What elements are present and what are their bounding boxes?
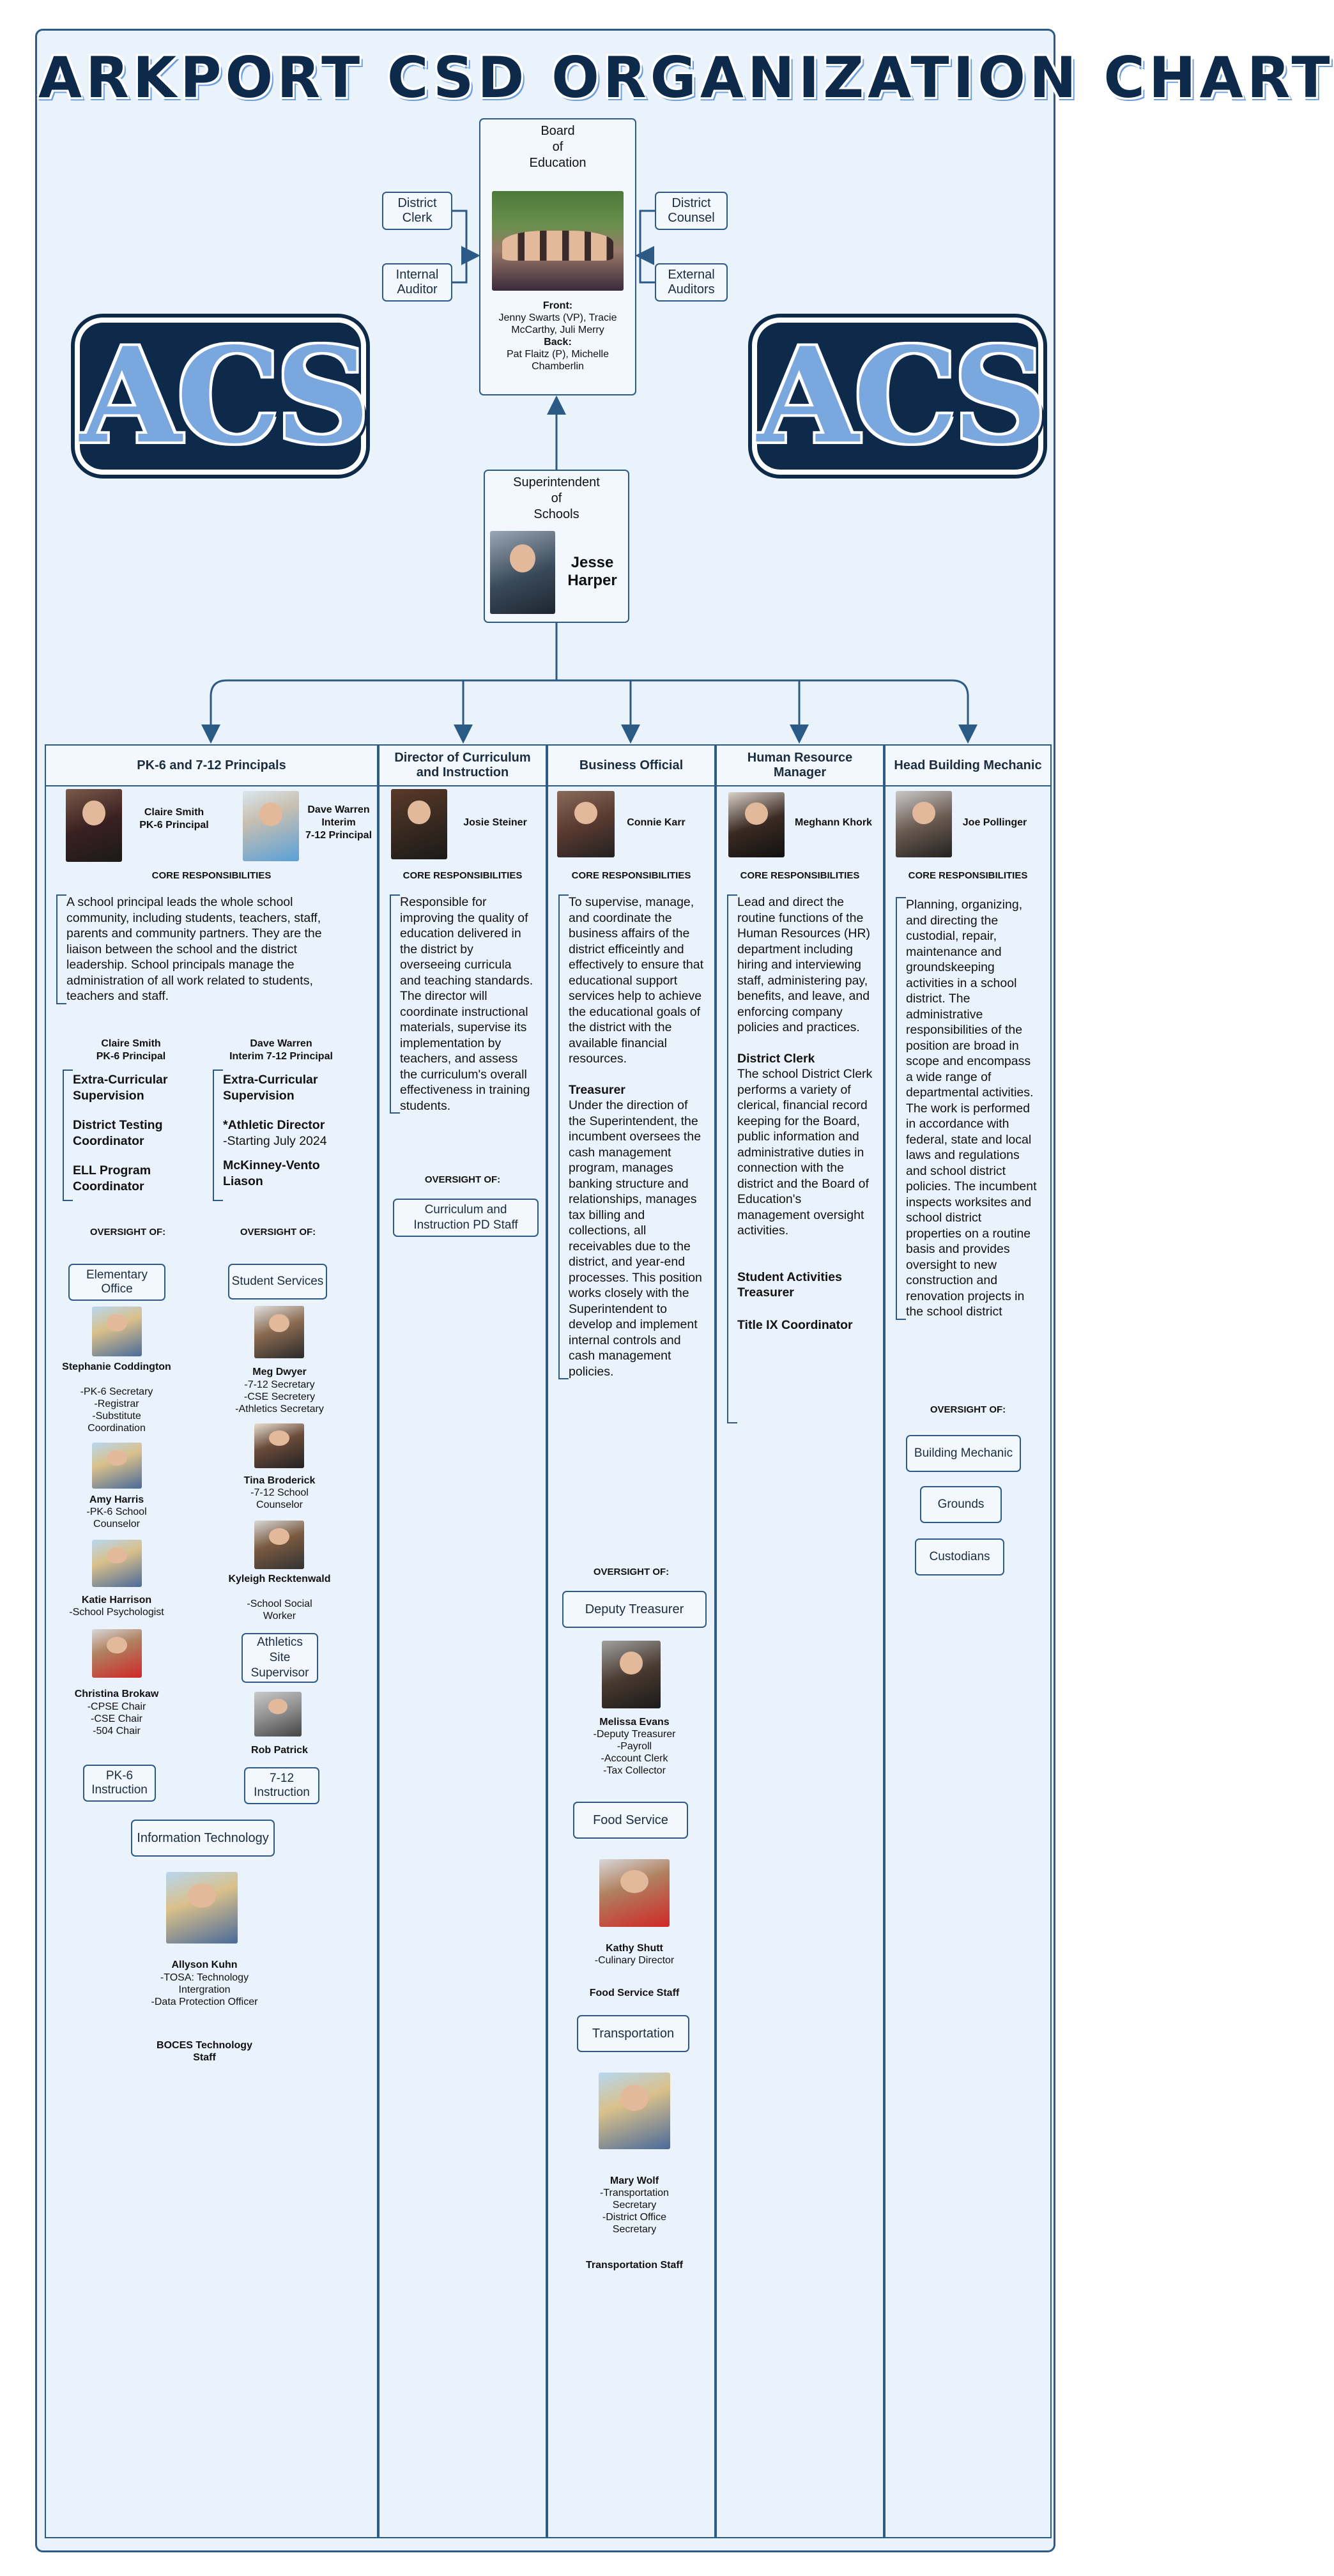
josie-steiner-photo xyxy=(391,789,447,859)
curriculum-core-text: Responsible for improving the quality of education delivered in the district by overseeing curricula and teaching standards. The director will coordinate instructional materials, supervise its implementation by teachers, and assess the curriculum's overall effectiveness in training students. xyxy=(390,894,535,1114)
custodians-box: Custodians xyxy=(915,1538,1004,1575)
superintendent-photo xyxy=(490,531,555,614)
person-role: Worker xyxy=(263,1611,296,1621)
person-role: -CSE Secretery xyxy=(243,1392,316,1402)
person-role: -504 Chair xyxy=(93,1726,141,1736)
hr-core-block xyxy=(727,894,873,1423)
person-role: -Data Protection Officer xyxy=(151,1997,258,2007)
connie-karr-name: Connie Karr xyxy=(627,817,686,828)
person-role: -Tax Collector xyxy=(603,1765,666,1776)
person-name: Rob Patrick xyxy=(251,1745,308,1756)
person-role: -School Psychologist xyxy=(69,1607,164,1618)
business-header: Business Official xyxy=(548,746,714,786)
person-role: -TOSA: Technology xyxy=(160,1972,249,1983)
duty-item: *Athletic Director xyxy=(223,1118,325,1132)
district-clerk-title: District Clerk xyxy=(737,1051,815,1066)
hr-core-text: Lead and direct the routine functions of the Human Resources (HR) department including hiring and interviewing staff, administering pay, benefits, and leave, and enforcing company policies and practices. xyxy=(737,895,871,1034)
duty-item: District Testing Coordinator xyxy=(73,1118,163,1148)
principals-core-text: A school principal leads the whole school community, including students, teachers, staff, parents and community partners. They are the liaison between the school and the district leadership. School principals manage the administration of all work related to students, teachers and staff. xyxy=(56,894,356,1004)
person-name: Melissa Evans xyxy=(599,1717,670,1728)
christina-brokaw-photo xyxy=(92,1629,142,1678)
district-counsel-box: District Counsel xyxy=(655,192,728,230)
kathy-shutt-photo xyxy=(599,1859,670,1927)
curriculum-header: Director of Curriculum and Instruction xyxy=(379,746,546,786)
person-role: -District Office xyxy=(602,2212,667,2223)
district-clerk-box: District Clerk xyxy=(382,192,452,230)
board-title-line: Education xyxy=(529,156,586,170)
internal-auditor-box: Internal Auditor xyxy=(382,263,452,302)
person-role: -Substitute xyxy=(92,1411,141,1422)
stephanie-coddington-photo xyxy=(92,1307,142,1356)
student-activities-treasurer: Student Activities Treasurer xyxy=(737,1269,842,1300)
deputy-treasurer-box: Deputy Treasurer xyxy=(562,1591,707,1628)
title-ix-coordinator: Title IX Coordinator xyxy=(737,1317,853,1332)
duty-item: Extra-Curricular Supervision xyxy=(223,1073,318,1103)
building-core-label: CORE RESPONSIBILITIES xyxy=(908,870,1028,881)
claire-smith-photo xyxy=(66,789,122,862)
person-role: -PK-6 Secretary xyxy=(80,1386,153,1397)
claire-smith-name: Claire Smith xyxy=(144,807,204,818)
person-role: Counselor xyxy=(93,1519,140,1529)
building-oversight-label: OVERSIGHT OF: xyxy=(930,1404,1006,1415)
building-header: Head Building Mechanic xyxy=(885,746,1050,786)
person-role: -7-12 School xyxy=(250,1487,309,1498)
board-group-photo xyxy=(492,191,624,291)
boces-technology-staff: BOCES Technology Staff xyxy=(157,2040,252,2063)
board-of-education-box xyxy=(479,118,636,395)
curriculum-oversight-label: OVERSIGHT OF: xyxy=(424,1174,501,1185)
board-title-line: Board xyxy=(540,124,575,138)
board-title-line: of xyxy=(552,140,564,154)
logo-text: ACS xyxy=(80,319,365,473)
treasurer-text: Under the direction of the Superintendent, the incumbent oversees the cash management program, manages banking structure and relationships, manages tax billing and collections, all receivables due to the district, and year-end processes. This position works closely with the Superintendent to develop and implement internal controls and cash management policies. xyxy=(569,1098,702,1379)
hr-header: Human Resource Manager xyxy=(717,746,883,786)
treasurer-title: Treasurer xyxy=(569,1082,625,1097)
person-role: Intergration xyxy=(178,1984,231,1995)
business-core-and-treasurer xyxy=(558,894,704,1379)
principals-core-label: CORE RESPONSIBILITIES xyxy=(151,870,272,881)
food-service-box: Food Service xyxy=(573,1802,688,1839)
katie-harrison-photo xyxy=(92,1540,142,1587)
external-auditors-box: External Auditors xyxy=(655,263,728,302)
elementary-office-box: Elementary Office xyxy=(68,1264,165,1301)
curriculum-pd-staff-box: Curriculum and Instruction PD Staff xyxy=(393,1199,539,1237)
person-name: Allyson Kuhn xyxy=(171,1959,238,1970)
amy-harris-photo xyxy=(92,1443,142,1489)
rob-patrick-photo xyxy=(254,1692,302,1736)
student-services-box: Student Services xyxy=(228,1264,327,1300)
business-core-label: CORE RESPONSIBILITIES xyxy=(571,870,691,881)
claire-smith-sub-title: PK-6 Principal xyxy=(96,1051,166,1062)
joe-pollinger-name: Joe Pollinger xyxy=(962,817,1027,828)
superintendent-title-line: Superintendent xyxy=(513,475,600,489)
principals-header: PK-6 and 7-12 Principals xyxy=(46,746,377,786)
person-role: -Deputy Treasurer xyxy=(593,1729,676,1740)
person-name: Tina Broderick xyxy=(243,1475,316,1486)
duty-item: McKinney-Vento Liason xyxy=(223,1158,320,1188)
kyleigh-recktenwald-photo xyxy=(254,1521,304,1569)
person-role: -CSE Chair xyxy=(91,1713,142,1724)
person-role: -PK-6 School xyxy=(86,1506,147,1517)
board-front-names: Jenny Swarts (VP), Tracie McCarthy, Juli Merry xyxy=(498,312,617,335)
person-name: Mary Wolf xyxy=(610,2175,659,2186)
person-role: -CPSE Chair xyxy=(87,1701,146,1712)
dave-warren-name: Dave Warren xyxy=(307,804,370,815)
person-name: Kathy Shutt xyxy=(606,1943,663,1954)
superintendent-title-line: Schools xyxy=(533,507,579,521)
claire-smith-title: PK-6 Principal xyxy=(139,820,209,831)
business-core-text: To supervise, manage, and coordinate the business affairs of the district efficeintly and effectively to ensure that educational support services help to achieve the educational goals of the district with the available financial resources. xyxy=(569,895,704,1066)
joe-pollinger-photo xyxy=(896,791,952,857)
person-role: Secretary xyxy=(612,2224,657,2235)
meghann-khork-photo xyxy=(728,792,785,857)
curriculum-core-label: CORE RESPONSIBILITIES xyxy=(402,870,523,881)
chart-title: ARKPORT CSD ORGANIZATION CHART xyxy=(38,45,1334,111)
superintendent-last-name: Harper xyxy=(567,572,617,589)
athletics-site-supervisor-box: Athletics Site Supervisor xyxy=(241,1633,318,1683)
duty-item: ELL Program Coordinator xyxy=(73,1163,151,1193)
meghann-khork-name: Meghann Khork xyxy=(795,817,872,828)
board-back-label: Back: xyxy=(544,337,572,348)
information-technology-box: Information Technology xyxy=(131,1820,275,1857)
melissa-evans-photo xyxy=(602,1641,661,1708)
tina-broderick-photo xyxy=(254,1423,304,1468)
building-core-text: Planning, organizing, and directing the custodial, repair, maintenance and groundskeeping activities in a school district. The administrative responsibilities of the position are broad in scope and encompass a wide range of departmental activities. The work is performed in accordance with federal, state and local laws and regulations and school district policies. The incumbent inspects worksites and school district properties on a routine basis and provides oversight to new construction and renovation projects in the school district xyxy=(896,897,1040,1320)
elementary-oversight-label: OVERSIGHT OF: xyxy=(89,1227,166,1238)
person-name: Stephanie Coddington xyxy=(62,1361,171,1372)
board-front-label: Front: xyxy=(542,300,573,311)
person-name: Kyleigh Recktenwald xyxy=(228,1574,331,1584)
superintendent-box xyxy=(484,470,629,623)
person-name: Amy Harris xyxy=(89,1494,144,1505)
dave-warren-title: 7-12 Principal xyxy=(305,830,372,841)
board-back-names: Pat Flaitz (P), Michelle Chamberlin xyxy=(506,349,610,372)
person-role: Coordination xyxy=(88,1423,146,1434)
person-role: -Account Clerk xyxy=(601,1753,668,1764)
person-role: -School Social xyxy=(247,1598,312,1609)
secondary-oversight-label: OVERSIGHT OF: xyxy=(240,1227,316,1238)
transportation-box: Transportation xyxy=(577,2015,689,2052)
claire-smith-duties xyxy=(63,1070,190,1201)
district-clerk-text: The school District Clerk performs a variety of clerical, financial record keeping for the Board, public information and administrative duties in connection with the district and the Board of Education's management oversight activities. xyxy=(737,1067,873,1238)
person-role: Counselor xyxy=(256,1499,303,1510)
logo-text: ACS xyxy=(757,319,1043,473)
dave-warren-sub-title: Interim 7-12 Principal xyxy=(229,1051,333,1062)
person-role: Secretary xyxy=(612,2200,657,2211)
person-name: Katie Harrison xyxy=(81,1595,152,1606)
mary-wolf-photo xyxy=(599,2073,670,2149)
dave-warren-duties xyxy=(213,1070,356,1201)
dave-warren-sub-name: Dave Warren xyxy=(250,1038,312,1049)
hr-core-label: CORE RESPONSIBILITIES xyxy=(740,870,860,881)
josie-steiner-name: Josie Steiner xyxy=(463,817,527,828)
person-role: -Athletics Secretary xyxy=(235,1404,324,1414)
instruction-712-box: 7-12 Instruction xyxy=(244,1767,319,1804)
meg-dwyer-photo xyxy=(254,1306,304,1358)
connie-karr-photo xyxy=(557,791,615,857)
pk6-instruction-box: PK-6 Instruction xyxy=(83,1765,156,1802)
superintendent-title-line: of xyxy=(551,491,562,505)
person-role: -7-12 Secretary xyxy=(244,1379,315,1390)
person-role: -Payroll xyxy=(617,1741,652,1752)
business-oversight-label: OVERSIGHT OF: xyxy=(593,1567,670,1577)
food-service-staff: Food Service Staff xyxy=(589,1988,680,1998)
person-name: Christina Brokaw xyxy=(74,1689,159,1699)
duty-item: -Starting July 2024 xyxy=(223,1133,327,1148)
dave-warren-title: Interim xyxy=(321,817,356,828)
transportation-staff: Transportation Staff xyxy=(585,2260,683,2271)
allyson-kuhn-photo xyxy=(166,1872,238,1943)
building-mechanic-box: Building Mechanic xyxy=(906,1435,1021,1472)
dave-warren-photo xyxy=(243,791,299,861)
person-role: -Registrar xyxy=(94,1399,139,1409)
grounds-box: Grounds xyxy=(920,1486,1002,1523)
person-role: -Culinary Director xyxy=(594,1955,675,1966)
person-name: Meg Dwyer xyxy=(252,1367,307,1377)
person-role: -Transportation xyxy=(600,2188,669,2198)
duty-item: Extra-Curricular Supervision xyxy=(73,1073,168,1103)
superintendent-first-name: Jesse xyxy=(571,554,614,571)
claire-smith-sub-name: Claire Smith xyxy=(101,1038,161,1049)
